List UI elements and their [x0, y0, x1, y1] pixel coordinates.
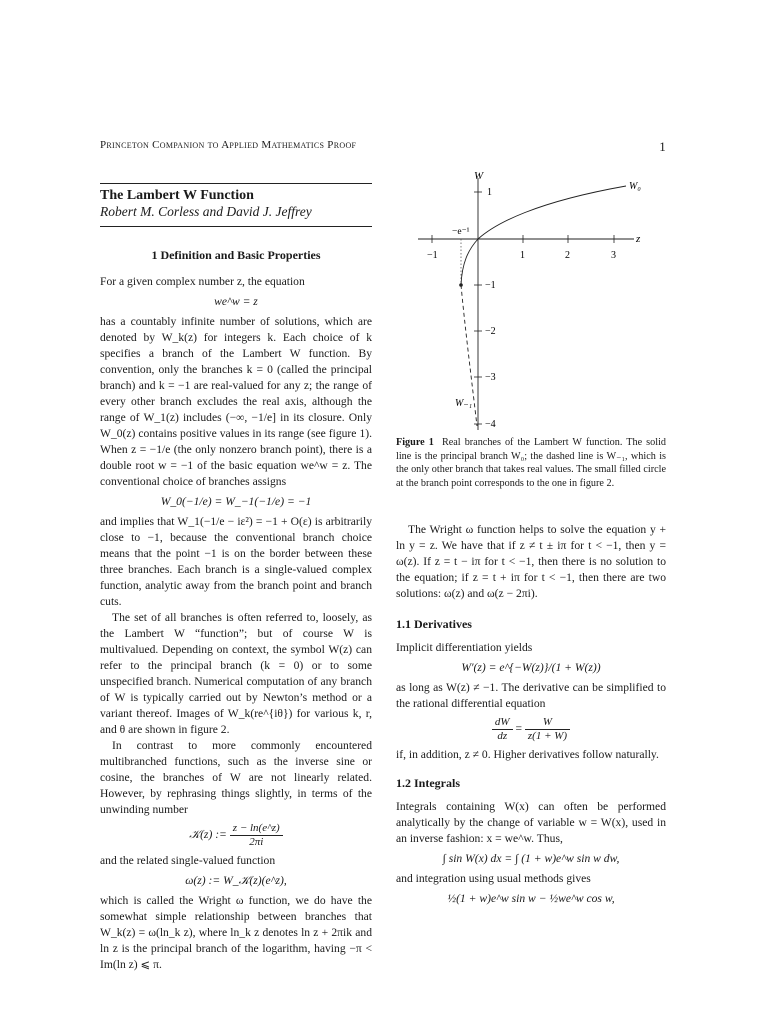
paragraph: In contrast to more commonly encountered multibranched functions, such as the inverse sine or cosine, the branches of W are not linearly related. However, by rephrasing things slightly, in terms of the unwinding number: [100, 739, 372, 816]
equals-sign: =: [515, 722, 522, 736]
equation-differential: [396, 716, 666, 743]
axis-label-w: W: [474, 170, 484, 182]
paragraph: The set of all branches is often referred to, loosely, as the Lambert W “function”; but of course W is multivalued. Depending on context, the symbol W(z) can refer to the principal branch (k = 0) or to some unspecified branch. Numerical computation of any branch of W is typically carried out by Newton’s method or a variant thereof. Images of W_k(re^{iθ}) for various k, r, and θ are shown in figure 2.: [100, 611, 372, 736]
fraction: [230, 822, 283, 849]
left-column: [100, 183, 372, 973]
axis-label-z: z: [636, 233, 641, 245]
tick-label-y: 1: [487, 187, 492, 198]
paragraph: The Wright ω function helps to solve the equation y + ln y = z. We have that if z ≠ t ± iπ for t < −1, then y = ω(z). If z = t − iπ for t < −1, then there is no solution to the equation; if z = t + iπ for t < −1, then there are two solutions: ω(z) and ω(z − 2πi).: [396, 523, 666, 600]
paragraph: Implicit differentiation yields: [396, 641, 533, 654]
fraction: [492, 716, 513, 743]
subsection-heading: 1.2 Integrals: [396, 776, 460, 790]
tick-label-x: 1: [520, 250, 525, 261]
caption-text: Real branches of the Lambert W function. The solid line is the principal branch W₀; the dashed line is W₋₁, which is the only other branch that takes real values. The small filled circle at the branch point corresponds to the one in figure 2.: [396, 437, 666, 489]
figure-1-caption: [396, 436, 666, 490]
section-heading: 1 Definition and Basic Properties: [151, 248, 321, 262]
fraction-denominator: dz: [497, 730, 508, 742]
fraction-denominator: z(1 + W): [527, 730, 568, 742]
title-rule-top: [100, 183, 372, 184]
tick-label-y: −2: [485, 326, 496, 337]
page-number: 1: [659, 139, 666, 154]
tick-label-x: 3: [611, 250, 616, 261]
tick-label-y: −3: [485, 372, 496, 383]
equation: ½(1 + w)e^w sin w − ½we^w cos w,: [447, 892, 615, 905]
paragraph: has a countably infinite number of solutions, which are denoted by W_k(z) for integers k. Each choice of k specifies a branch of the Lambert W function. By convention, only the branches k = 0 (called the principal branch) and k = −1 are real-valued for any z; the range of every other branch excludes the real axis, although the range of W_1(z) includes (−∞, −1/e] in its closure. Only W_0(z) contains positive values in its range (see figure 1). When z = −1/e (the only nonzero branch point), there is a double root w = −1 of the basic equation we^w = z. The conventional choice of branches assigns: [100, 315, 372, 488]
equation: W_0(−1/e) = W_−1(−1/e) = −1: [160, 495, 312, 508]
fraction-numerator: dW: [492, 716, 513, 730]
tick-label-y: −1: [485, 280, 496, 291]
equation: W′(z) = e^{−W(z)}/(1 + W(z)): [461, 661, 601, 674]
right-column: [396, 522, 666, 911]
curve-label-w-minus-1: W₋₁: [455, 398, 473, 409]
paragraph: and the related single-valued function: [100, 854, 276, 867]
fraction-numerator: z − ln(e^z): [230, 822, 283, 836]
equation: ω(z) := W_𝒦(z)(e^z),: [185, 874, 287, 887]
article-authors: Robert M. Corless and David J. Jeffrey: [100, 204, 312, 219]
running-header: [100, 139, 666, 154]
figure-1-plot: [396, 168, 668, 432]
tick-label-x: 2: [565, 250, 570, 261]
title-rule-bottom: [100, 226, 372, 227]
paragraph: Integrals containing W(x) can often be performed analytically by the change of variable w = W(x), used in an inverse fashion: x = we^w. Thus,: [396, 800, 666, 845]
branch-point-marker: [459, 283, 463, 287]
tick-label-y: −4: [485, 419, 496, 430]
running-title: Princeton Companion to Applied Mathematics Proof: [100, 139, 357, 151]
curve-label-w0: W₀: [629, 181, 641, 192]
equation: we^w = z: [214, 295, 258, 308]
tick-label-x: −1: [427, 250, 438, 261]
branch-point-label: −e⁻¹: [452, 227, 470, 237]
paragraph: and integration using usual methods gives: [396, 872, 591, 885]
principal-branch-curve: [461, 186, 626, 285]
article-title: The Lambert W Function: [100, 188, 254, 203]
paragraph: which is called the Wright ω function, we do have the somewhat simple relationship between branches that W_k(z) = ω(ln_k z), where ln_k z denotes ln z + 2πik and ln z is the principal branch of the logarithm, having −π < Im(ln z) ⩽ π.: [100, 894, 372, 971]
fraction: [525, 716, 570, 743]
equation: ∫ sin W(x) dx = ∫ (1 + w)e^w sin w dw,: [442, 852, 620, 865]
subsection-heading: 1.1 Derivatives: [396, 617, 472, 631]
fraction-numerator: W: [525, 716, 570, 730]
caption-label: Figure 1: [396, 437, 434, 448]
paragraph: if, in addition, z ≠ 0. Higher derivatives follow naturally.: [396, 748, 659, 761]
fraction-denominator: 2πi: [249, 836, 264, 848]
paragraph: and implies that W_1(−1/e − iε²) = −1 + O(ε) is arbitrarily close to −1, because the conventional branch choice means that the point −1 is on the border between these three branches. Each branch is a single-valued complex function, analytic away from the branch point and branch cuts.: [100, 515, 372, 608]
paragraph: For a given complex number z, the equation: [100, 275, 305, 288]
equation-unwinding-number: [100, 822, 372, 849]
paragraph: as long as W(z) ≠ −1. The derivative can be simplified to the rational differential equation: [396, 681, 666, 710]
eq-lhs: 𝒦(z) :=: [189, 828, 227, 842]
